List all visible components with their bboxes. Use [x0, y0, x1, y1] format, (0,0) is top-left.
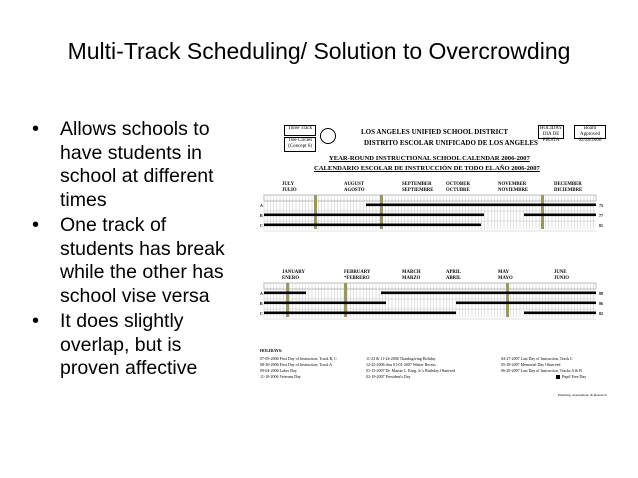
track-label: C — [260, 311, 263, 316]
month-label: NOVEMBER — [498, 182, 527, 187]
month-label: JULIO — [282, 188, 297, 193]
track-bar — [524, 214, 596, 217]
district-name-es: DISTRITO ESCOLAR UNIFICADO DE LOS ANGELES — [364, 139, 538, 147]
track-label: A — [260, 203, 263, 208]
legend-line: 09-04-2006 Labor Day — [260, 368, 297, 373]
track-bar — [524, 312, 596, 315]
month-label: SEPTIEMBRE — [402, 188, 434, 193]
month-label: MARCH — [402, 270, 421, 275]
track-total: 81 — [599, 223, 603, 228]
track-bar — [264, 302, 386, 305]
tree-circles-label: Tree Circles (Concept 6) — [287, 138, 313, 149]
track-total: 77 — [599, 213, 603, 218]
track-bar — [264, 214, 484, 217]
month-label: ABRIL — [446, 276, 462, 281]
legend-line: 04-27-2007 Last Day of Instruction, Track C — [501, 356, 573, 361]
calendar-footer: Planning, Assessment, & Research — [558, 393, 607, 397]
month-label: AGOSTO — [344, 188, 365, 193]
bullet-item: • Allows schools to have students in school at different times — [30, 118, 240, 212]
month-label: JULY — [282, 182, 295, 187]
legend-heading: HOLIDAYS: — [260, 348, 283, 353]
holiday-column — [506, 283, 509, 317]
month-label: MAY — [498, 270, 510, 275]
district-seal-icon — [320, 128, 336, 144]
month-label: MAYO — [498, 276, 513, 281]
legend-line: 02-19-2007 President's Day — [366, 374, 411, 379]
track-label: C — [260, 223, 263, 228]
day-number-row — [264, 283, 596, 289]
legend-line: 06-29-2007 Last Day of Instruction, Tracks A & B — [501, 368, 582, 373]
three-track-label: Three Track — [287, 126, 313, 131]
month-label: OCTUBRE — [446, 188, 470, 193]
track-total: 88 — [599, 291, 603, 296]
month-label: FEBRUARY — [344, 270, 371, 275]
calendar-title-es: CALENDARIO ESCOLAR DE INSTRUCCIÓN DE TODO EL AÑO 2006-2007 — [314, 165, 540, 172]
month-label: *FEBRERO — [344, 276, 370, 281]
month-label: AUGUST — [344, 182, 364, 187]
district-name-en: LOS ANGELES UNIFIED SCHOOL DISTRICT — [361, 128, 509, 136]
legend-line: 07-05-2006 First Day of Instruction, Track B, C — [260, 356, 337, 361]
month-label: NOVIEMBRE — [498, 188, 529, 193]
month-label: OCTOBER — [446, 182, 470, 187]
holiday-label: HOLIDAY DIA DE FIESTA — [539, 126, 563, 143]
calendar-title-en: YEAR-ROUND INSTRUCTIONAL SCHOOL CALENDAR 2006-2007 — [329, 155, 530, 162]
bullet-list — [30, 118, 240, 383]
bullet-item: • It does slightly overlap, but is proven affective — [30, 310, 240, 381]
board-approved-box — [574, 125, 606, 143]
month-label: DECEMBER — [554, 182, 582, 187]
pupil-free-day-swatch — [556, 375, 560, 379]
slide-title: Multi-Track Scheduling/ Solution to Overcrowding — [67, 38, 571, 64]
track-label: B — [260, 213, 263, 218]
three-track-box — [284, 125, 316, 136]
legend-line: 12-25-2006 thru 01-01-2007 Winter Recess — [366, 362, 436, 367]
track-label: A — [260, 291, 263, 296]
month-label: JANUARY — [282, 270, 306, 275]
legend-line: 08-30-2006 First Day of Instruction, Track A — [260, 362, 333, 367]
track-total: 82 — [599, 311, 603, 316]
legend-line: 11-10-2006 Veterans Day — [260, 374, 301, 379]
month-label: MARZO — [402, 276, 421, 281]
legend-line: 05-28-2007 Memorial Day Observed — [501, 362, 561, 367]
legend-line: 01-15-2007 Dr. Martin L. King, Jr.'s Birthday Observed — [366, 368, 456, 373]
month-label: DICIEMBRE — [554, 188, 583, 193]
track-bar — [264, 292, 306, 295]
holiday-column — [541, 195, 544, 229]
track-total: 86 — [599, 301, 603, 306]
month-label: ENERO — [282, 276, 300, 281]
school-calendar-image — [256, 123, 612, 401]
track-bar — [456, 302, 596, 305]
month-label: JUNIO — [554, 276, 569, 281]
track-bar — [381, 292, 596, 295]
legend-line: 11-23 & 11-24-2006 Thanksgiving Holiday — [366, 356, 436, 361]
track-bar — [366, 204, 596, 207]
holiday-box — [538, 125, 564, 143]
month-label: APRIL — [446, 270, 461, 275]
day-number-row — [264, 195, 596, 201]
bullet-item: • One track of students has break while the other has school vise versa — [30, 214, 240, 308]
track-bar — [264, 224, 481, 227]
month-label: JUNE — [554, 270, 567, 275]
track-bar — [264, 312, 456, 315]
board-approved-label: Board Approved 02/28/2006 — [578, 126, 602, 143]
month-label: SEPTEMBER — [402, 182, 432, 187]
tree-circles-box — [284, 137, 316, 152]
track-label: B — [260, 301, 263, 306]
track-total: 75 — [599, 203, 603, 208]
legend-line: Pupil Free Day — [562, 374, 587, 379]
